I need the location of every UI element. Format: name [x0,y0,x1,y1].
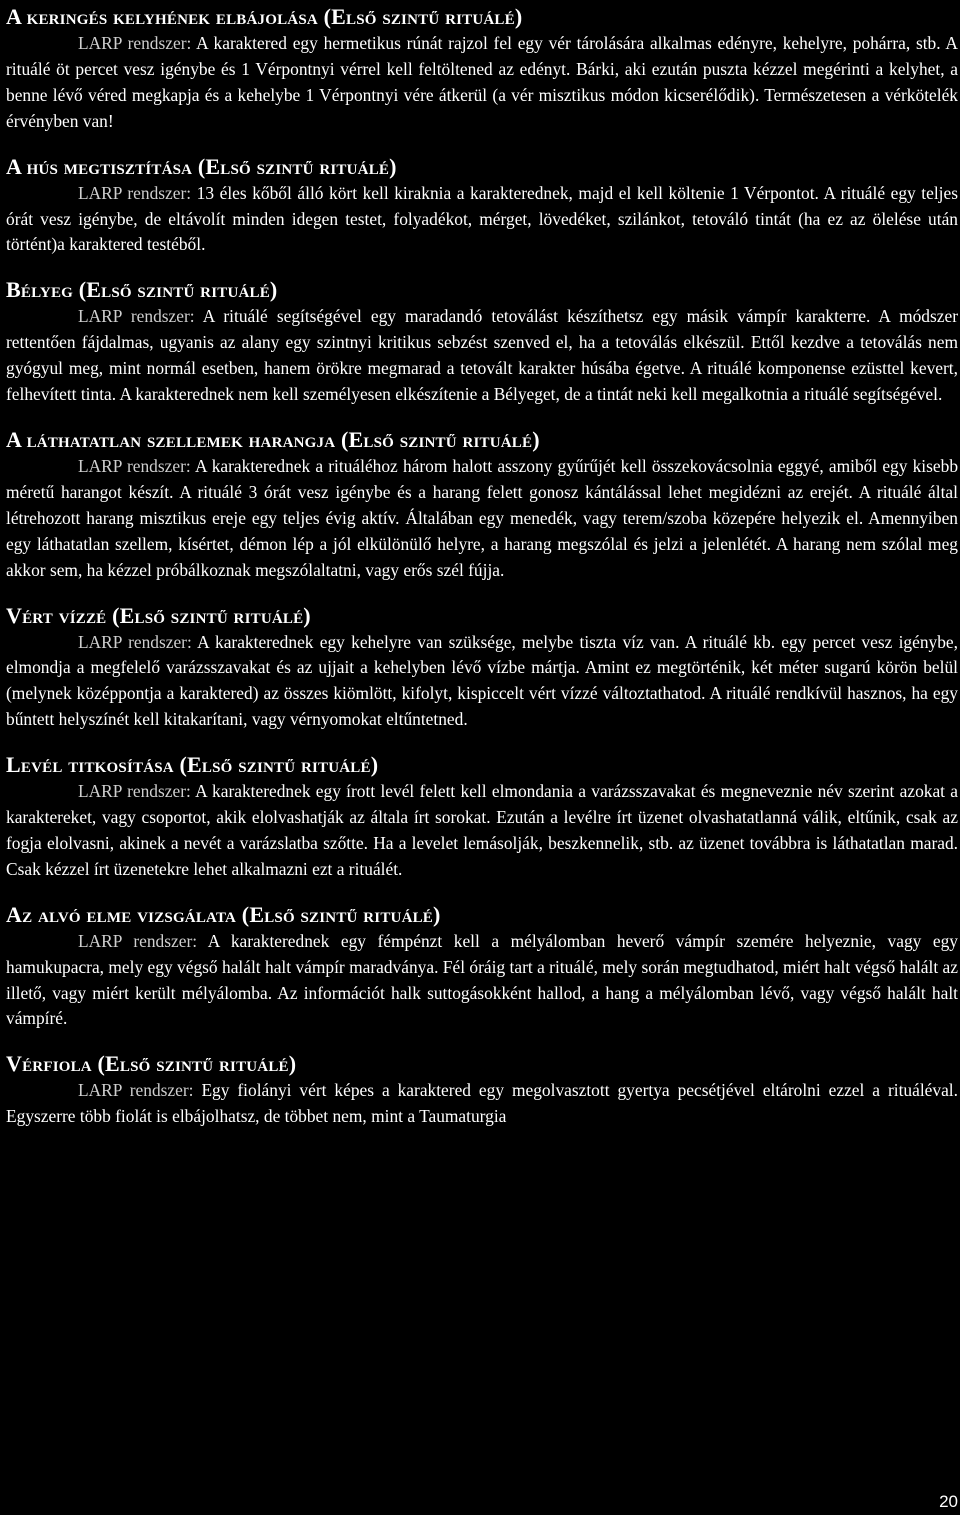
section-vert-vizze [6,601,958,734]
section-text: A karakterednek egy fémpénzt kell a mélyálomban heverő vámpír szemére helyeznie, vagy egy hamukupacra, mely egy végső halált halt vámpír maradványa. Fél óráig tart a rituálé, mely során megtudhatod, miért halt végső halált az illető, vagy miért került mélyálomba. Az információt halk suttogásokként hallod, a hang a mélyálomban lévő, vagy végső halált halt vámpíré. [6,930,959,1029]
section-title: A keringés kelyhének elbájolása (Első szintű rituálé) [6,4,523,29]
section-level-titkositasa [6,750,958,883]
section-kelyh-elbajolasa [6,2,958,135]
section-text: A karakterednek a rituáléhoz három halott asszony gyűrűjét kell összekovácsolnia eggyé, amiből egy kisebb méretű harangot készít. A rituálé 3 órát vesz igénybe és a harang felett gonosz kántálással lehet megidézni az erejét. A rituálé által létrehozott harang misztikus ereje egy teljes évig aktív. Általában egy menedék, vagy terem/szoba közepére helyezik el. Amennyiben egy láthatatlan szellem, kísértet, démon lép a jól elkülönülő helyre, a harang megszólal és jelzi a jelenlétét. A harang nem szólal meg akkor sem, ha kézzel próbálkoznak megszólaltatni, vagy erős szél fújja. [6,455,959,580]
section-title: Levél titkosítása (Első szintű rituálé) [6,752,379,778]
section-title: Az alvó elme vizsgálata (Első szintű rituálé) [6,901,441,927]
section-title: Vért vízzé (Első szintű rituálé) [6,602,311,628]
section-title: Vérfiola (Első szintű rituálé) [6,1051,297,1077]
section-verfiola [6,1049,958,1130]
section-text: 13 éles kőből álló kört kell kiraknia a karakterednek, majd el kell költenie 1 Vérpontot. A rituálé egy teljes órát vesz igénybe, de eltávolít minden idegen testet, folyadékot, mérget, lövedéket, szilánkot, tetováló tintát (ha ez az ölelése után történt)a karaktered testéből. [6,182,958,255]
section-text: Egy fiolányi vért képes a karaktered egy megolvasztott gyertya pecsétjével eltárolni ezzel a rituáléval. Egyszerre több fiolát is elbájolhatsz, de többet nem, mint a Taumaturgia [6,1080,958,1127]
section-text: A rituálé segítségével egy maradandó tetoválást készíthetsz egy másik vámpír karakterre. A módszer rettentően fájdalmas, ugyanis az alany egy szintnyi kritikus sebzést szenved el, ha a tetoválás elkészül. Ettől kezdve a tetoválás nem gyógyul meg, mint normál esetben, hanem örökre megmarad a tetovált karakter húsába égetve. A rituálé komponense ezüsttel kevert, felhevített tinta. A karakterednek nem kell személyesen elkészítenie a Bélyeget, de a tintát neki kell megalkotnia a rituálé segítségével. [6,306,958,405]
section-body [6,929,958,1033]
larp-label: LARP rendszer: [78,631,192,652]
section-text: A karakterednek egy írott levél felett kell elmondania a varázsszavakat és megneveznie név szerint azokat a karaktereket, vagy csoportot, akik elolvashatják az általa írt sorokat. Ezután a levélre írt üzenet olvashatatlanná válik, eltűnik, csak az fogja elolvasni, akinek a nevét a varázslatba szőtte. Ha a levelet lemásolják, beszkennelik, stb. az üzenet továbbra is láthatatlan marad. Csak kézzel írt üzenetekre lehet alkalmazni ezt a rituálét. [6,781,959,879]
section-title: A láthatatlan szellemek harangja (Első szintű rituálé) [6,426,540,452]
larp-label: LARP rendszer: [78,781,191,802]
section-body [6,181,958,259]
section-alvo-elme-vizsgalata [6,900,958,1033]
section-body [6,304,958,408]
document-page [6,2,958,1147]
section-hus-megtisztitasa [6,152,958,259]
section-body [6,630,958,734]
section-body [6,454,958,584]
larp-label: LARP rendszer: [78,455,191,476]
section-body [6,779,958,883]
section-body [6,1078,958,1130]
section-text: A karakterednek egy kehelyre van szüksége, melybe tiszta víz van. A rituálé kb. egy percet vesz igénybe, elmondja a megfelelő varázsszavakat és az ujjait a kehelyben lévő vízbe mártja. Amint ez megtörténik, két méter sugarú körön belül (melynek középpontja a karaktered) az összes kiömlött, kifolyt, kispiccelt vért vízzé változtathatod. A rituálé rendkívül hasznos, ha egy bűntett helyszínét kell kitakarítani, vagy vérnyomokat eltűntetned. [6,631,958,730]
larp-label: LARP rendszer: [78,1080,194,1101]
section-title: Bélyeg (Első szintű rituálé) [6,277,278,303]
page-number: 20 [939,1492,958,1511]
section-body [6,31,958,135]
section-belyeg [6,275,958,408]
section-title: A hús megtisztítása (Első szintű rituálé) [6,153,397,179]
larp-label: LARP rendszer: [78,930,198,951]
larp-label: LARP rendszer: [78,306,195,327]
section-text: A karaktered egy hermetikus rúnát rajzol fel egy vér tárolására alkalmas edényre, kehelyre, pohárra, stb. A rituálé öt percet vesz igénybe és 1 Vérpontnyi vérrel kell feltöltened az edényt. Bárki, aki ezután puszta kézzel megérinti a kelyhet, a benne lévő véred megkapja és a kehelybe 1 Vérpontnyi vére átkerül (a vér misztikus módon kicserélődik). Természetesen a vérkötelék érvényben van! [6,33,958,131]
larp-label: LARP rendszer: [78,182,192,203]
larp-label: LARP rendszer: [78,33,192,53]
section-szellemek-harangja [6,425,958,584]
